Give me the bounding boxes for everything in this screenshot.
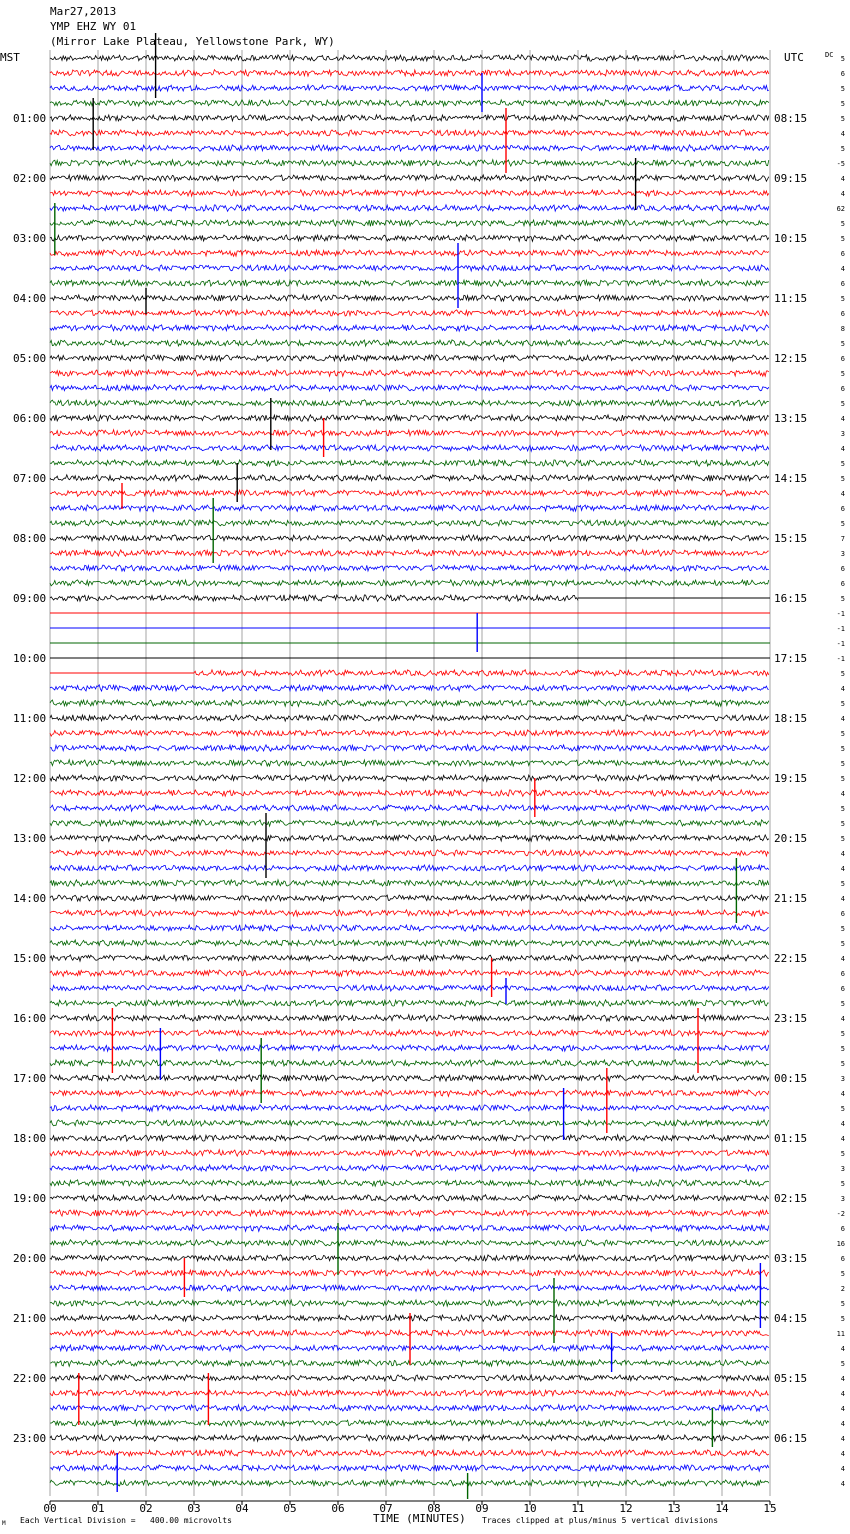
dc-offset: 6	[840, 280, 845, 288]
utc-hour-label: 16:15	[774, 592, 808, 605]
dc-offset: 5	[840, 745, 845, 753]
dc-offset: 5	[840, 220, 845, 228]
trace-row-27	[50, 460, 769, 467]
utc-hour-label: 14:15	[774, 472, 808, 485]
dc-offset: 4	[840, 850, 845, 858]
x-tick-label: 14	[715, 1502, 729, 1515]
dc-offset: 5	[840, 100, 845, 108]
mst-hour-label: 15:00	[13, 952, 47, 965]
utc-hour-label: 22:15	[774, 952, 808, 965]
corner-mark: M	[2, 1520, 6, 1527]
trace-row-12	[50, 235, 769, 241]
dc-offset: 4	[840, 1405, 845, 1413]
dc-offset: 5	[840, 835, 845, 843]
mst-hour-label: 01:00	[13, 112, 47, 125]
header-station: YMP EHZ WY 01	[50, 20, 137, 33]
trace-row-31	[50, 520, 769, 526]
trace-row-6	[50, 145, 769, 152]
x-axis-title: TIME (MINUTES)	[373, 1512, 466, 1525]
utc-hour-label: 23:15	[774, 1012, 808, 1025]
utc-hour-label: 20:15	[774, 832, 808, 845]
trace-row-7	[50, 160, 769, 166]
trace-row-68	[50, 1075, 769, 1082]
trace-row-76	[50, 1195, 769, 1202]
trace-row-57	[50, 910, 769, 917]
dc-offset: 5	[840, 400, 845, 408]
dc-offset: -5	[836, 160, 845, 168]
utc-hour-label: 11:15	[774, 292, 808, 305]
dc-offset: 6	[840, 70, 845, 78]
trace-row-33	[50, 550, 769, 557]
trace-row-32	[50, 535, 769, 542]
dc-offset: 5	[840, 340, 845, 348]
trace-row-26	[50, 445, 769, 452]
trace-row-42	[50, 685, 769, 692]
mst-hour-label: 12:00	[13, 772, 47, 785]
x-tick-label: 09	[475, 1502, 489, 1515]
utc-hour-label: 21:15	[774, 892, 808, 905]
trace-row-3	[50, 100, 769, 107]
trace-row-1	[50, 70, 769, 77]
trace-row-20	[50, 355, 769, 362]
dc-offset: 5	[840, 475, 845, 483]
mst-hour-label: 16:00	[13, 1012, 47, 1025]
utc-hour-label: 15:15	[774, 532, 808, 545]
trace-row-92	[50, 1435, 769, 1442]
dc-offset: 3	[840, 430, 845, 438]
trace-row-77	[50, 1210, 769, 1217]
utc-hour-label: 17:15	[774, 652, 808, 665]
trace-row-0	[50, 55, 769, 61]
trace-row-47	[50, 760, 769, 766]
dc-offset: 4	[840, 1375, 845, 1383]
trace-row-93	[50, 1450, 769, 1457]
dc-offset: 5	[840, 760, 845, 768]
dc-offset: 4	[840, 490, 845, 498]
x-tick-label: 08	[427, 1502, 441, 1515]
trace-row-36	[50, 595, 578, 602]
trace-row-78	[50, 1225, 769, 1231]
trace-row-28	[50, 475, 769, 482]
dc-offset: -1	[836, 640, 845, 648]
trace-row-82	[50, 1285, 769, 1291]
dc-offset: 4	[840, 1015, 845, 1023]
mst-hour-label: 13:00	[13, 832, 47, 845]
trace-row-88	[50, 1375, 769, 1381]
mst-hour-label: 17:00	[13, 1072, 47, 1085]
mst-hour-label: 10:00	[13, 652, 47, 665]
trace-row-9	[50, 190, 769, 196]
trace-row-63	[50, 1000, 769, 1007]
trace-row-11	[50, 220, 769, 227]
dc-offset: 5	[840, 1105, 845, 1113]
mst-hour-label: 04:00	[13, 292, 47, 305]
dc-offset: 4	[840, 865, 845, 873]
dc-offset: 5	[840, 820, 845, 828]
trace-row-4	[50, 115, 769, 121]
dc-offset: 5	[840, 55, 845, 63]
x-tick-label: 02	[139, 1502, 153, 1515]
dc-offset: 6	[840, 580, 845, 588]
dc-offset: 5	[840, 145, 845, 153]
dc-offset: -1	[836, 625, 845, 633]
trace-row-25	[50, 430, 769, 436]
trace-row-49	[50, 790, 769, 797]
dc-offset: 5	[840, 940, 845, 948]
trace-row-59	[50, 940, 769, 947]
trace-row-65	[50, 1030, 769, 1036]
trace-row-60	[50, 955, 769, 961]
utc-hour-label: 03:15	[774, 1252, 808, 1265]
dc-offset: 4	[840, 1345, 845, 1353]
utc-hour-label: 05:15	[774, 1372, 808, 1385]
dc-offset: 4	[840, 1390, 845, 1398]
dc-offset: 8	[840, 325, 845, 333]
x-tick-label: 11	[571, 1502, 585, 1515]
dc-offset: 5	[840, 700, 845, 708]
dc-offset: 5	[840, 295, 845, 303]
utc-hour-label: 09:15	[774, 172, 808, 185]
trace-row-89	[50, 1390, 769, 1397]
trace-row-15	[50, 280, 769, 286]
trace-row-55	[50, 880, 769, 887]
dc-offset: 3	[840, 1195, 845, 1203]
trace-row-74	[50, 1165, 769, 1172]
dc-offset: 6	[840, 355, 845, 363]
trace-row-71	[50, 1120, 769, 1127]
dc-offset: 6	[840, 565, 845, 573]
dc-offset: 4	[840, 445, 845, 453]
trace-row-5	[50, 130, 769, 136]
trace-row-10	[50, 205, 769, 212]
dc-offset: 5	[840, 925, 845, 933]
dc-offset: 5	[840, 775, 845, 783]
trace-row-41	[194, 670, 769, 676]
dc-offset: 5	[840, 1360, 845, 1368]
dc-offset: 4	[840, 955, 845, 963]
trace-row-50	[50, 805, 769, 812]
x-tick-label: 06	[331, 1502, 345, 1515]
trace-row-91	[50, 1420, 769, 1426]
trace-row-75	[50, 1180, 769, 1187]
dc-offset: 5	[840, 520, 845, 528]
dc-offset: 6	[840, 1255, 845, 1263]
dc-offset: 16	[836, 1240, 845, 1248]
trace-row-17	[50, 310, 769, 316]
trace-row-2	[50, 85, 769, 91]
trace-row-64	[50, 1015, 769, 1021]
utc-hour-label: 01:15	[774, 1132, 808, 1145]
mst-hour-label: 19:00	[13, 1192, 47, 1205]
utc-hour-label: 06:15	[774, 1432, 808, 1445]
header-date: Mar27,2013	[50, 5, 117, 18]
trace-row-30	[50, 505, 769, 512]
trace-row-29	[50, 490, 769, 496]
utc-hour-label: 08:15	[774, 112, 808, 125]
dc-offset: 4	[840, 1135, 845, 1143]
x-tick-label: 07	[379, 1502, 393, 1515]
trace-row-45	[50, 730, 769, 737]
trace-group	[50, 33, 770, 1499]
trace-row-54	[50, 865, 769, 872]
dc-offset: 4	[840, 415, 845, 423]
x-tick-label: 01	[91, 1502, 105, 1515]
utc-hour-label: 04:15	[774, 1312, 808, 1325]
scale-prefix: Each Vertical Division =	[20, 1516, 136, 1525]
dc-offset: 6	[840, 1225, 845, 1233]
trace-row-52	[50, 835, 769, 842]
dc-offset: 4	[840, 715, 845, 723]
x-tick-label: 04	[235, 1502, 249, 1515]
dc-offset: 4	[840, 1450, 845, 1458]
dc-offset: 7	[840, 535, 845, 543]
dc-offset: 4	[840, 175, 845, 183]
header-location: (Mirror Lake Plateau, Yellowstone Park, WY)	[50, 35, 335, 48]
x-tick-label: 12	[619, 1502, 633, 1515]
trace-row-13	[50, 250, 769, 257]
dc-offset: 5	[840, 115, 845, 123]
mst-hour-label: 21:00	[13, 1312, 47, 1325]
trace-row-21	[50, 370, 769, 376]
dc-offset: 6	[840, 385, 845, 393]
dc-offset: 6	[840, 970, 845, 978]
dc-offset: 4	[840, 1420, 845, 1428]
trace-row-83	[50, 1300, 769, 1307]
trace-row-14	[50, 265, 769, 272]
mst-hour-label: 14:00	[13, 892, 47, 905]
mst-hour-label: 09:00	[13, 592, 47, 605]
dc-offset: 62	[836, 205, 845, 213]
trace-row-51	[50, 820, 769, 826]
trace-row-69	[50, 1090, 769, 1096]
dc-offset: 5	[840, 85, 845, 93]
x-tick-label: 15	[763, 1502, 777, 1515]
utc-hour-label: 13:15	[774, 412, 808, 425]
trace-row-34	[50, 565, 769, 571]
dc-offset: 4	[840, 265, 845, 273]
trace-row-8	[50, 175, 769, 181]
utc-hour-label: 12:15	[774, 352, 808, 365]
dc-offset: 5	[840, 730, 845, 738]
trace-row-94	[50, 1465, 769, 1472]
x-tick-label: 05	[283, 1502, 297, 1515]
dc-offset: -1	[836, 655, 845, 663]
utc-hour-label: 10:15	[774, 232, 808, 245]
mst-hour-label: 18:00	[13, 1132, 47, 1145]
dc-offset: 4	[840, 1435, 845, 1443]
dc-offset: 6	[840, 310, 845, 318]
dc-offset: 4	[840, 130, 845, 138]
dc-offset: 4	[840, 1480, 845, 1488]
trace-row-72	[50, 1135, 769, 1141]
mst-hour-label: 05:00	[13, 352, 47, 365]
trace-row-70	[50, 1105, 769, 1112]
trace-row-61	[50, 970, 769, 977]
trace-row-53	[50, 850, 769, 856]
dc-offset: 2	[840, 1285, 845, 1293]
utc-hour-label: 18:15	[774, 712, 808, 725]
dc-offset: 4	[840, 1120, 845, 1128]
dc-offset: 5	[840, 1030, 845, 1038]
dc-offset: 5	[840, 370, 845, 378]
trace-row-44	[50, 715, 769, 721]
dc-offset: 5	[840, 670, 845, 678]
trace-row-46	[50, 745, 769, 751]
dc-offset-labels	[837, 55, 845, 1488]
trace-row-90	[50, 1405, 769, 1411]
trace-row-43	[50, 700, 769, 706]
dc-offset: 5	[840, 595, 845, 603]
dc-offset: -1	[836, 610, 845, 618]
x-tick-label: 13	[667, 1502, 681, 1515]
trace-row-35	[50, 580, 769, 587]
dc-offset: 5	[840, 1045, 845, 1053]
dc-offset: 5	[840, 235, 845, 243]
dc-offset: 5	[840, 1180, 845, 1188]
dc-offset: 6	[840, 910, 845, 918]
dc-offset: 5	[840, 460, 845, 468]
trace-row-95	[50, 1480, 769, 1486]
trace-row-79	[50, 1240, 769, 1246]
mst-hour-label: 11:00	[13, 712, 47, 725]
trace-row-16	[50, 295, 769, 301]
mst-hour-label: 20:00	[13, 1252, 47, 1265]
trace-row-22	[50, 385, 769, 391]
trace-row-24	[50, 415, 769, 421]
utc-hour-label: 00:15	[774, 1072, 808, 1085]
dc-offset: 5	[840, 1000, 845, 1008]
mst-hour-label: 03:00	[13, 232, 47, 245]
dc-offset: 5	[840, 1270, 845, 1278]
trace-row-19	[50, 340, 769, 347]
dc-offset: 3	[840, 1165, 845, 1173]
dc-column-label: DC	[825, 51, 834, 59]
dc-offset: 5	[840, 1315, 845, 1323]
x-tick-label: 10	[523, 1502, 537, 1515]
scale-value: 400.00 microvolts	[150, 1516, 232, 1525]
mst-hour-label: 07:00	[13, 472, 47, 485]
dc-offset: 5	[840, 1300, 845, 1308]
dc-offset: 6	[840, 985, 845, 993]
mst-axis-label: MST	[0, 51, 20, 64]
dc-offset: 5	[840, 1060, 845, 1068]
dc-offset: 4	[840, 1465, 845, 1473]
trace-row-66	[50, 1045, 769, 1051]
utc-hour-label: 19:15	[774, 772, 808, 785]
trace-row-67	[50, 1060, 769, 1067]
trace-row-81	[50, 1270, 769, 1277]
dc-offset: 4	[840, 190, 845, 198]
trace-row-80	[50, 1255, 769, 1262]
x-tick-label: 03	[187, 1502, 201, 1515]
mst-hour-label: 02:00	[13, 172, 47, 185]
trace-row-56	[50, 895, 769, 901]
mst-hour-label: 08:00	[13, 532, 47, 545]
trace-row-48	[50, 775, 769, 782]
mst-hour-label: 22:00	[13, 1372, 47, 1385]
dc-offset: 3	[840, 550, 845, 558]
trace-row-18	[50, 325, 769, 332]
mst-hour-label: 06:00	[13, 412, 47, 425]
dc-offset: 6	[840, 505, 845, 513]
x-tick-label: 00	[43, 1502, 57, 1515]
dc-offset: 4	[840, 1090, 845, 1098]
dc-offset: 5	[840, 1150, 845, 1158]
dc-offset: 6	[840, 250, 845, 258]
dc-offset: 4	[840, 790, 845, 798]
clip-note: Traces clipped at plus/minus 5 vertical divisions	[482, 1516, 719, 1525]
mst-hour-label: 23:00	[13, 1432, 47, 1445]
dc-offset: 4	[840, 685, 845, 693]
trace-row-73	[50, 1150, 769, 1156]
dc-offset: 5	[840, 880, 845, 888]
dc-offset: 4	[840, 895, 845, 903]
dc-offset: -2	[836, 1210, 845, 1218]
trace-row-62	[50, 985, 769, 991]
utc-hour-label: 02:15	[774, 1192, 808, 1205]
dc-offset: 11	[836, 1330, 845, 1338]
trace-row-58	[50, 925, 769, 932]
dc-offset: 5	[840, 805, 845, 813]
dc-offset: 3	[840, 1075, 845, 1083]
trace-row-23	[50, 400, 769, 407]
utc-axis-label: UTC	[784, 51, 804, 64]
